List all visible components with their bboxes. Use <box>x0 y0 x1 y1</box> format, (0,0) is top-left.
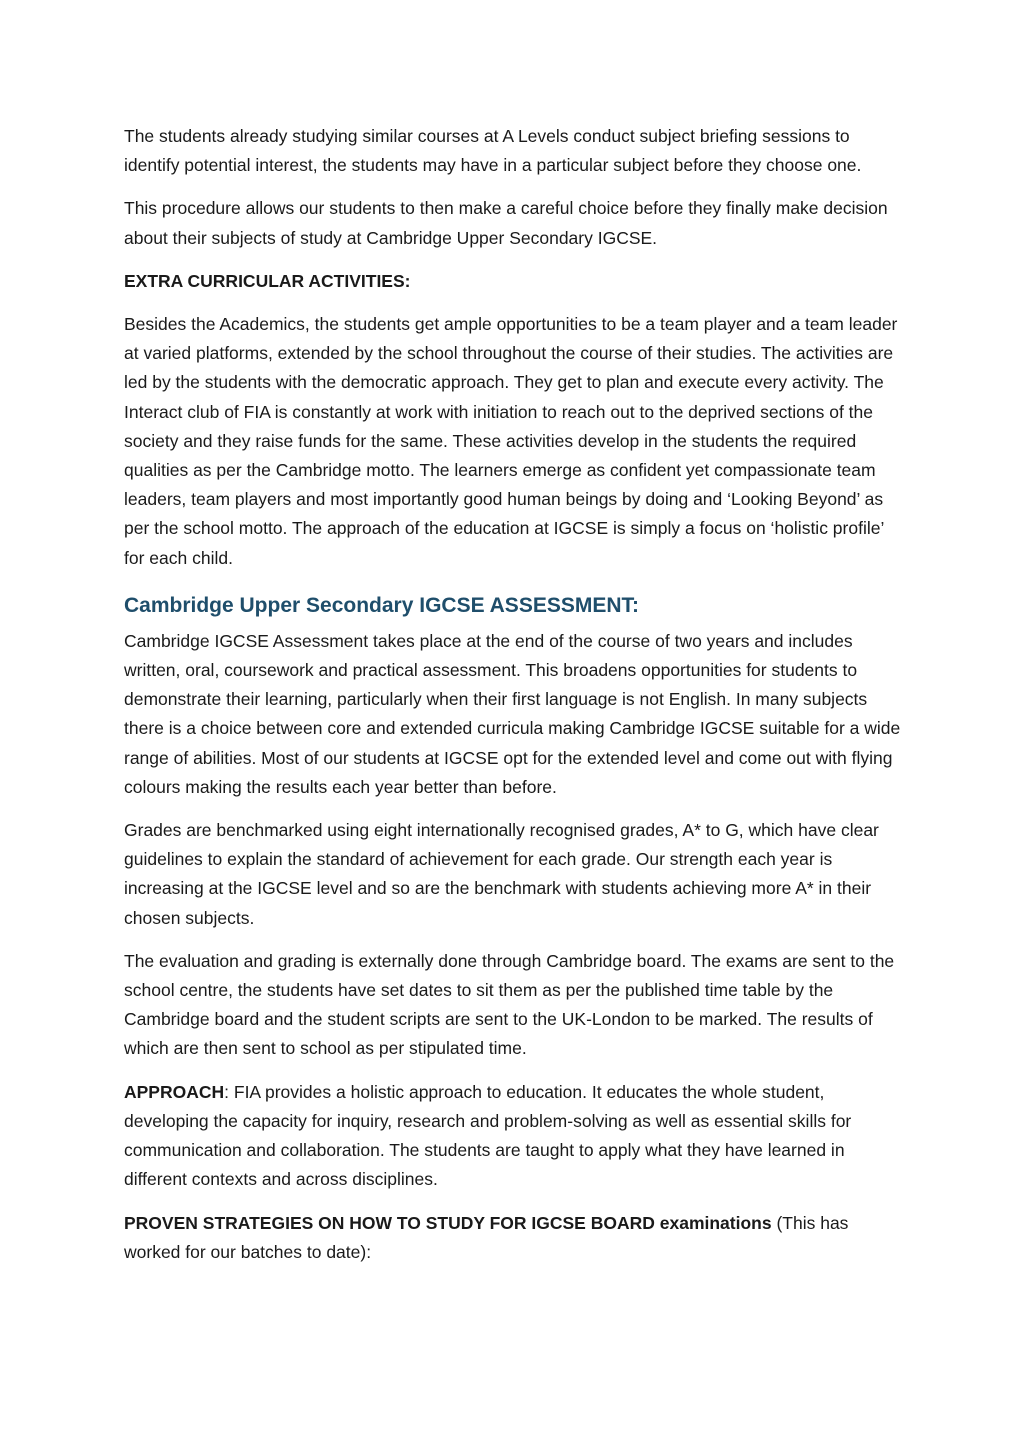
intro-paragraph-1: The students already studying similar courses at A Levels conduct subject briefing sessions to identify potential interest, the students may have in a particular subject before they choose one. <box>124 126 862 176</box>
approach-label: APPROACH <box>124 1081 225 1102</box>
strategies-paragraph <box>124 1209 904 1267</box>
assessment-heading: Cambridge Upper Secondary IGCSE ASSESSMENT: <box>124 593 640 617</box>
assessment-paragraph-2: Grades are benchmarked using eight internationally recognised grades, A* to G, which have clear guidelines to explain the standard of achievement for each grade. Our strength each year is increasing at the IGCSE level and so are the benchmark with students achieving more A* in their chosen subjects. <box>124 820 879 928</box>
approach-text: : FIA provides a holistic approach to education. It educates the whole student, developing the capacity for inquiry, research and problem-solving as well as essential skills for communication and collaboration. The students are taught to apply what they have learned in different contexts and across disciplines. <box>124 1081 852 1190</box>
assessment-paragraph-3: The evaluation and grading is externally done through Cambridge board. The exams are sent to the school centre, the students have set dates to sit them as per the published time table by the Cambridge board and the student scripts are sent to the UK-London to be marked. The results of which are then sent to school as per stipulated time. <box>124 950 895 1059</box>
extra-curricular-paragraph: Besides the Academics, the students get ample opportunities to be a team player and a team leader at varied platforms, extended by the school throughout the course of their studies. The activities are led by the students with the democratic approach. They get to plan and execute every activity. The Interact club of FIA is constantly at work with initiation to reach out to the deprived sections of the society and they raise funds for the same. These activities develop in the students the required qualities as per the Cambridge motto. The learners emerge as confident yet compassionate team leaders, team players and most importantly good human beings by doing and ‘Looking Beyond’ as per the school motto. The approach of the education at IGCSE is simply a focus on ‘holistic profile’ for each child. <box>124 314 898 568</box>
extra-curricular-heading: EXTRA CURRICULAR ACTIVITIES: <box>124 270 411 291</box>
strategies-label: PROVEN STRATEGIES ON HOW TO STUDY FOR IGCSE BOARD examinations <box>124 1212 772 1233</box>
strategies-text: (This has worked for our batches to date): <box>124 1212 849 1262</box>
document-page <box>124 122 904 1281</box>
intro-paragraph-2: This procedure allows our students to then make a careful choice before they finally make decision about their subjects of study at Cambridge Upper Secondary IGCSE. <box>124 198 888 248</box>
assessment-paragraph-1: Cambridge IGCSE Assessment takes place at the end of the course of two years and includes written, oral, coursework and practical assessment. This broadens opportunities for students to demonstrate their learning, particularly when their first language is not English. In many subjects there is a choice between core and extended curricula making Cambridge IGCSE suitable for a wide range of abilities. Most of our students at IGCSE opt for the extended level and come out with flying colours making the results each year better than before. <box>124 630 901 797</box>
approach-paragraph <box>124 1078 904 1195</box>
